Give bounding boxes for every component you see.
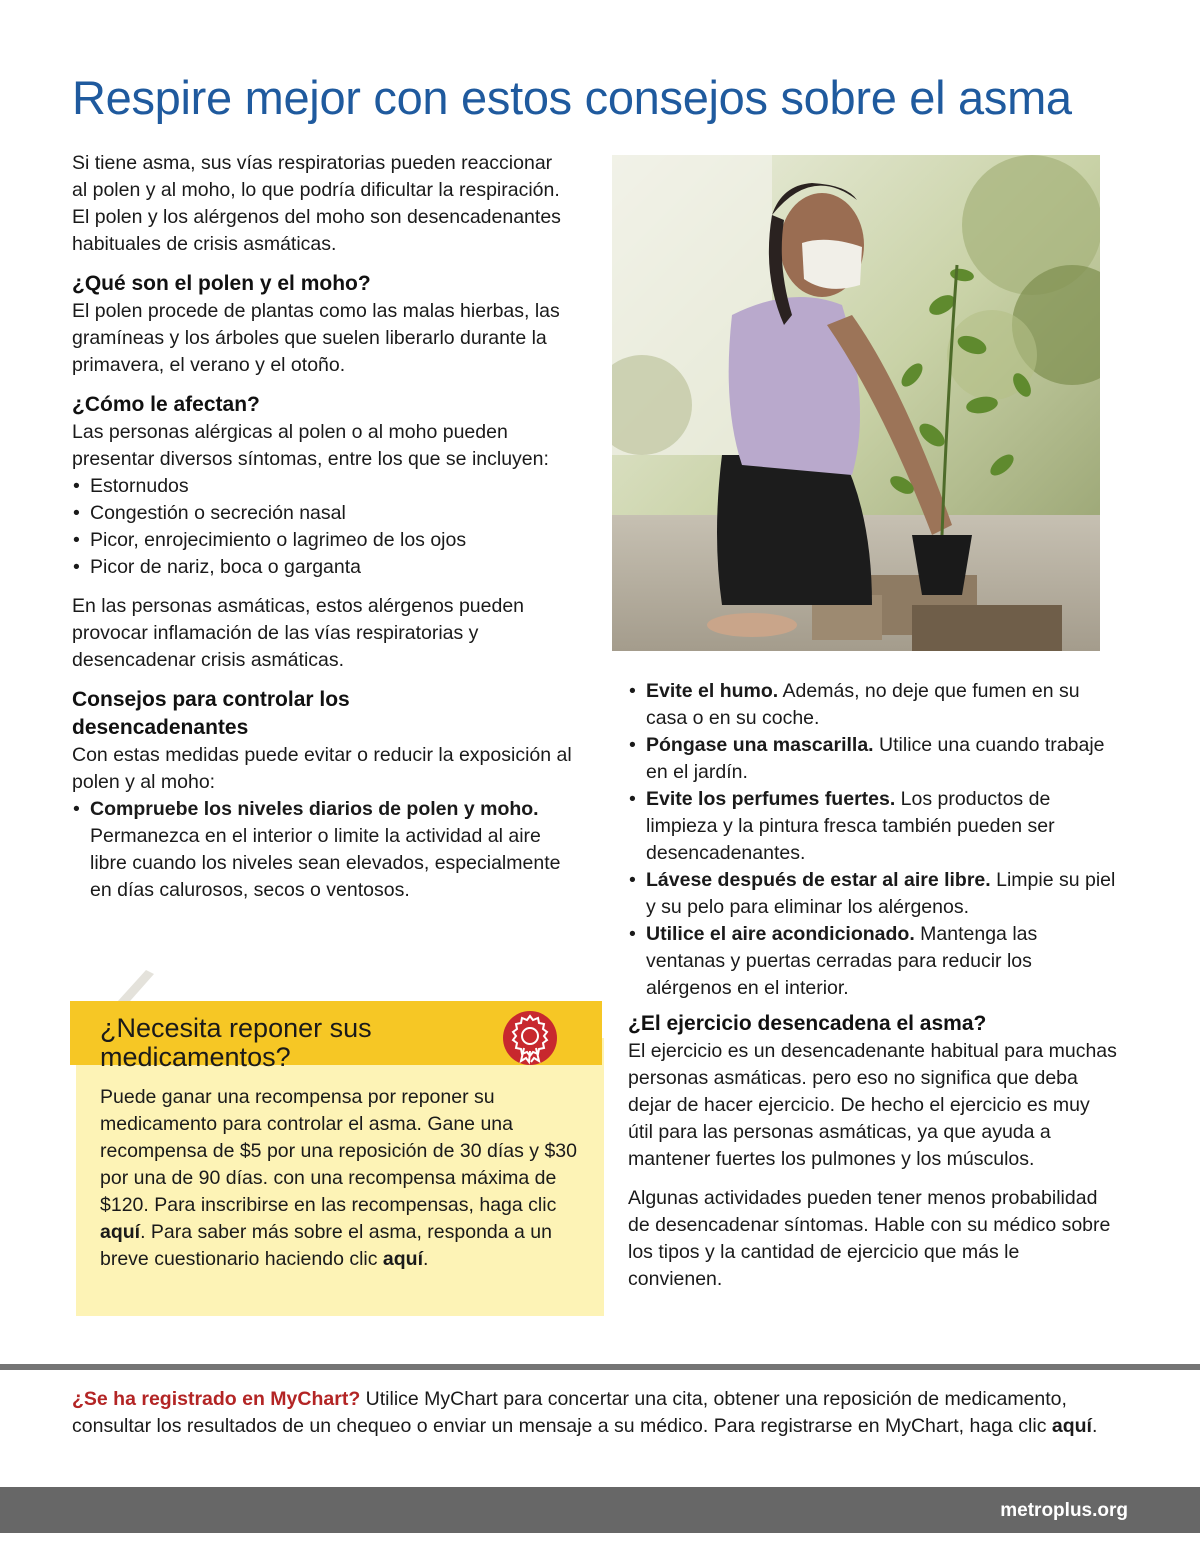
page-title: Respire mejor con estos consejos sobre el asma xyxy=(72,71,1072,124)
callout-text-c: . xyxy=(423,1248,429,1270)
tip-bold: Evite los perfumes fuertes. xyxy=(646,788,896,810)
photo-illustration xyxy=(612,155,1100,651)
symptom-list xyxy=(72,473,572,581)
list-item: • Congestión o secreción nasal xyxy=(72,500,572,527)
tip-bold: Evite el humo. xyxy=(646,680,779,702)
heading-exercise: ¿El ejercicio desencadena el asma? xyxy=(628,1012,987,1035)
tip-bold: Utilice el aire acondicionado. xyxy=(646,923,915,945)
list-item: • Picor, enrojecimiento o lagrimeo de los ojos xyxy=(72,527,572,554)
tips-intro: Con estas medidas puede evitar o reducir la exposición al polen y al moho: xyxy=(72,744,572,793)
list-item xyxy=(628,678,1118,732)
tip-text: Además, no deje que fumen en su casa o en su coche. xyxy=(646,680,1080,729)
award-badge-icon xyxy=(502,1010,558,1066)
callout-text-a: Puede ganar una recompensa por reponer su medicamento para controlar el asma. Gane una recompensa de $5 por una reposición de 30 días y $30 por una de 90 días. con una recompensa máxima de $120. Para inscribirse en las recompensas, haga clic xyxy=(100,1086,577,1216)
callout-title-line2: medicamentos? xyxy=(100,1042,291,1072)
tip-bold: Compruebe los niveles diarios de polen y moho. xyxy=(90,798,539,820)
list-item xyxy=(628,921,1118,1002)
affect-after-text: En las personas asmáticas, estos alérgenos pueden provocar inflamación de las vías respiratorias y desencadenar crisis asmáticas. xyxy=(72,595,525,671)
section-divider xyxy=(0,1364,1200,1370)
tips-list-left xyxy=(72,796,572,904)
callout-text-b: . Para saber más sobre el asma, responda a un breve cuestionario haciendo clic xyxy=(100,1221,552,1270)
list-item: • Estornudos xyxy=(72,473,572,500)
left-column xyxy=(72,150,572,904)
list-item xyxy=(72,796,572,904)
right-column xyxy=(628,678,1118,1293)
tip-text: Los productos de limpieza y la pintura fresca también pueden ser desencadenantes. xyxy=(646,788,1055,864)
mychart-text: Utilice MyChart para concertar una cita, obtener una reposición de medicamento, consultar los resultados de un chequeo o enviar un mensaje a su médico. Para registrarse en MyChart, haga clic xyxy=(72,1388,1067,1437)
tip-text: Permanezca en el interior o limite la actividad al aire libre cuando los niveles sean elevados, especialmente en días calurosos, secos o ventosos. xyxy=(90,825,561,901)
tip-bold: Lávese después de estar al aire libre. xyxy=(646,869,991,891)
callout-title xyxy=(100,1014,372,1072)
asthma-quiz-link[interactable]: aquí xyxy=(382,1248,424,1270)
mychart-register-link[interactable]: aquí xyxy=(1051,1415,1092,1437)
tip-text: Mantenga las ventanas y puertas cerradas para reducir los alérgenos en el interior. xyxy=(646,923,1038,999)
gardening-woman-photo xyxy=(612,155,1100,651)
intro-paragraph: Si tiene asma, sus vías respiratorias pueden reaccionar al polen y al moho, lo que podría dificultar la respiración. El polen y los alérgenos del moho son desencadenantes habituales de crisis asmáticas. xyxy=(72,152,561,255)
list-item xyxy=(628,786,1118,867)
footer-website-link[interactable]: metroplus.org xyxy=(1000,1500,1128,1521)
tip-text: Limpie su piel y su pelo para eliminar los alérgenos. xyxy=(646,869,1116,918)
exercise-paragraph-1: El ejercicio es un desencadenante habitual para muchas personas asmáticas. pero eso no significa que deba dejar de hacer ejercicio. De hecho el ejercicio es muy útil para las personas asmáticas, ya que ayuda a mantener fuertes los pulmones y los músculos. xyxy=(628,1040,1117,1170)
exercise-paragraph-2: Algunas actividades pueden tener menos probabilidad de desencadenar síntomas. Hable con su médico sobre los tipos y la cantidad de ejercicio que más le convienen. xyxy=(628,1187,1111,1290)
callout-text xyxy=(100,1084,590,1273)
what-pollen-mold-text: El polen procede de plantas como las malas hierbas, las gramíneas y los árboles que suelen liberarlo durante la primavera, el verano y el otoño. xyxy=(72,300,560,376)
mychart-end: . xyxy=(1091,1415,1098,1437)
mychart-lead: ¿Se ha registrado en MyChart? xyxy=(72,1388,361,1410)
affect-text: Las personas alérgicas al polen o al moho pueden presentar diversos síntomas, entre los que se incluyen: xyxy=(72,421,549,470)
tip-text: Utilice una cuando trabaje en el jardín. xyxy=(646,734,1105,783)
callout-title-line1: ¿Necesita reponer sus xyxy=(100,1013,372,1043)
tips-list-right xyxy=(628,678,1118,1002)
list-item xyxy=(628,867,1118,921)
heading-what-pollen-mold: ¿Qué son el polen y el moho? xyxy=(72,272,371,295)
heading-how-affect: ¿Cómo le afectan? xyxy=(72,393,260,416)
enroll-rewards-link[interactable]: aquí xyxy=(100,1221,141,1243)
mychart-paragraph xyxy=(72,1386,1132,1440)
heading-tips: Consejos para controlar los desencadenantes xyxy=(72,688,350,739)
list-item: • Picor de nariz, boca o garganta xyxy=(72,554,572,581)
tip-bold: Póngase una mascarilla. xyxy=(646,734,874,756)
list-item xyxy=(628,732,1118,786)
